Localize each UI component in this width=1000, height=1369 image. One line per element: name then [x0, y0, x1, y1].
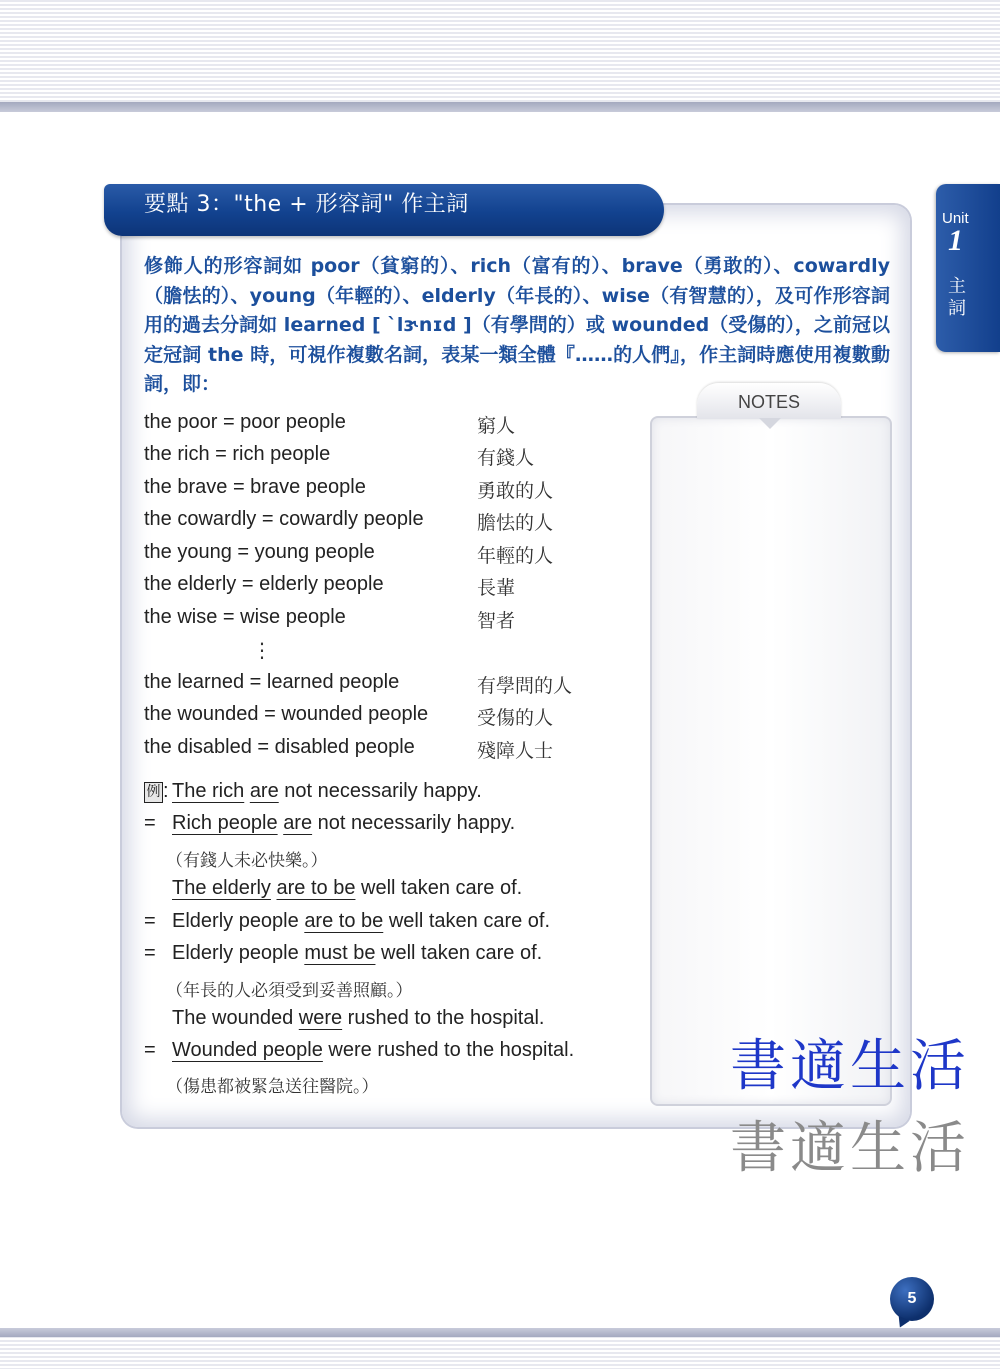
verb: are	[249, 780, 279, 802]
english-phrase: the poor = poor people	[144, 411, 346, 433]
subject: Rich people	[172, 812, 278, 834]
unit-number: 1	[948, 224, 963, 257]
watermark-blue: 書適生活	[730, 1034, 970, 1099]
point-header	[104, 184, 664, 236]
notes-tab	[697, 383, 841, 419]
list-item	[144, 443, 604, 473]
unit-topic: 主詞	[948, 276, 966, 319]
equals-sign: =	[144, 812, 156, 834]
chinese-gloss: 有錢人	[477, 447, 535, 469]
subject: Elderly people	[172, 942, 305, 964]
list-item	[144, 541, 604, 571]
example-badge: 例	[144, 782, 163, 803]
equals-sign: =	[144, 942, 156, 964]
sentence-rest: well taken care of.	[355, 877, 523, 899]
subject: The wounded	[172, 1007, 299, 1029]
translation: （傷患都被緊急送往醫院。）	[166, 1077, 379, 1097]
chinese-gloss: 膽怯的人	[477, 512, 554, 534]
verb: are to be	[276, 877, 356, 899]
intro-paragraph: 修飾人的形容詞如 poor（貧窮的）、rich（富有的）、brave（勇敢的）、cowardly（膽怯的）、young（年輕的）、elderly（年長的）、wise（有智慧的），及可作形容詞用的過去分詞如 learned [ ˋlɝnɪd ]（有學問的）或 wounded（受傷的），之前冠以定冠詞 the 時，可視作複數名詞，表某一類全體『……的人們』，作主詞時應使用複數動詞，即：	[144, 255, 890, 396]
translation: （有錢人未必快樂。）	[166, 851, 328, 871]
sentence-rest: were rushed to the hospital.	[322, 1039, 575, 1061]
chinese-gloss: 長輩	[477, 577, 516, 599]
verb: must be	[304, 942, 376, 964]
sentence-rest: not necessarily happy.	[312, 812, 516, 834]
english-phrase: the young = young people	[144, 541, 375, 563]
translation: （年長的人必須受到妥善照顧。）	[166, 981, 413, 1001]
list-item	[144, 411, 604, 441]
sentence-rest: well taken care of.	[375, 942, 543, 964]
list-item	[144, 703, 604, 733]
watermark-gray: 書適生活	[730, 1116, 970, 1181]
list-item	[144, 573, 604, 603]
sentence-rest: not necessarily happy.	[278, 780, 482, 802]
unit-label: Unit	[942, 210, 969, 227]
equals-sign: =	[144, 910, 156, 932]
verb: were	[298, 1007, 343, 1029]
list-item	[144, 671, 604, 701]
english-phrase: the disabled = disabled people	[144, 736, 415, 758]
chinese-gloss: 智者	[477, 610, 516, 632]
top-stripe-band	[0, 0, 1000, 112]
english-phrase: the brave = brave people	[144, 476, 366, 498]
sentence-rest: rushed to the hospital.	[342, 1007, 545, 1029]
bottom-stripe-band	[0, 1328, 1000, 1369]
list-item	[144, 476, 604, 506]
chinese-gloss: 有學問的人	[477, 675, 573, 697]
verb: are to be	[304, 910, 384, 932]
notes-pointer-icon	[759, 418, 781, 429]
english-phrase: the rich = rich people	[144, 443, 331, 465]
list-item	[144, 508, 604, 538]
notes-label: NOTES	[737, 392, 800, 412]
subject: Wounded people	[172, 1039, 323, 1061]
chinese-gloss: 窮人	[477, 415, 516, 437]
subject: The rich	[172, 780, 245, 802]
subject: Elderly people	[172, 910, 305, 932]
page-number-badge: 5	[890, 1277, 934, 1321]
chinese-gloss: 受傷的人	[477, 707, 554, 729]
english-phrase: the wise = wise people	[144, 606, 346, 628]
notes-area[interactable]	[650, 416, 892, 1106]
equals-sign: =	[144, 1039, 156, 1061]
english-phrase: the cowardly = cowardly people	[144, 508, 424, 530]
point-title: 要點 3："the + 形容詞" 作主詞	[144, 192, 469, 217]
chinese-gloss: 殘障人士	[477, 740, 554, 762]
list-item	[144, 606, 604, 636]
vertical-ellipsis: ⋮	[252, 638, 272, 662]
english-phrase: the learned = learned people	[144, 671, 400, 693]
list-item	[144, 736, 604, 766]
verb: are	[283, 812, 313, 834]
unit-tab[interactable]	[936, 184, 1000, 352]
english-phrase: the elderly = elderly people	[144, 573, 384, 595]
chinese-gloss: 勇敢的人	[477, 480, 554, 502]
subject: The elderly	[172, 877, 271, 899]
english-phrase: the wounded = wounded people	[144, 703, 429, 725]
sentence-rest: well taken care of.	[383, 910, 551, 932]
chinese-gloss: 年輕的人	[477, 545, 554, 567]
